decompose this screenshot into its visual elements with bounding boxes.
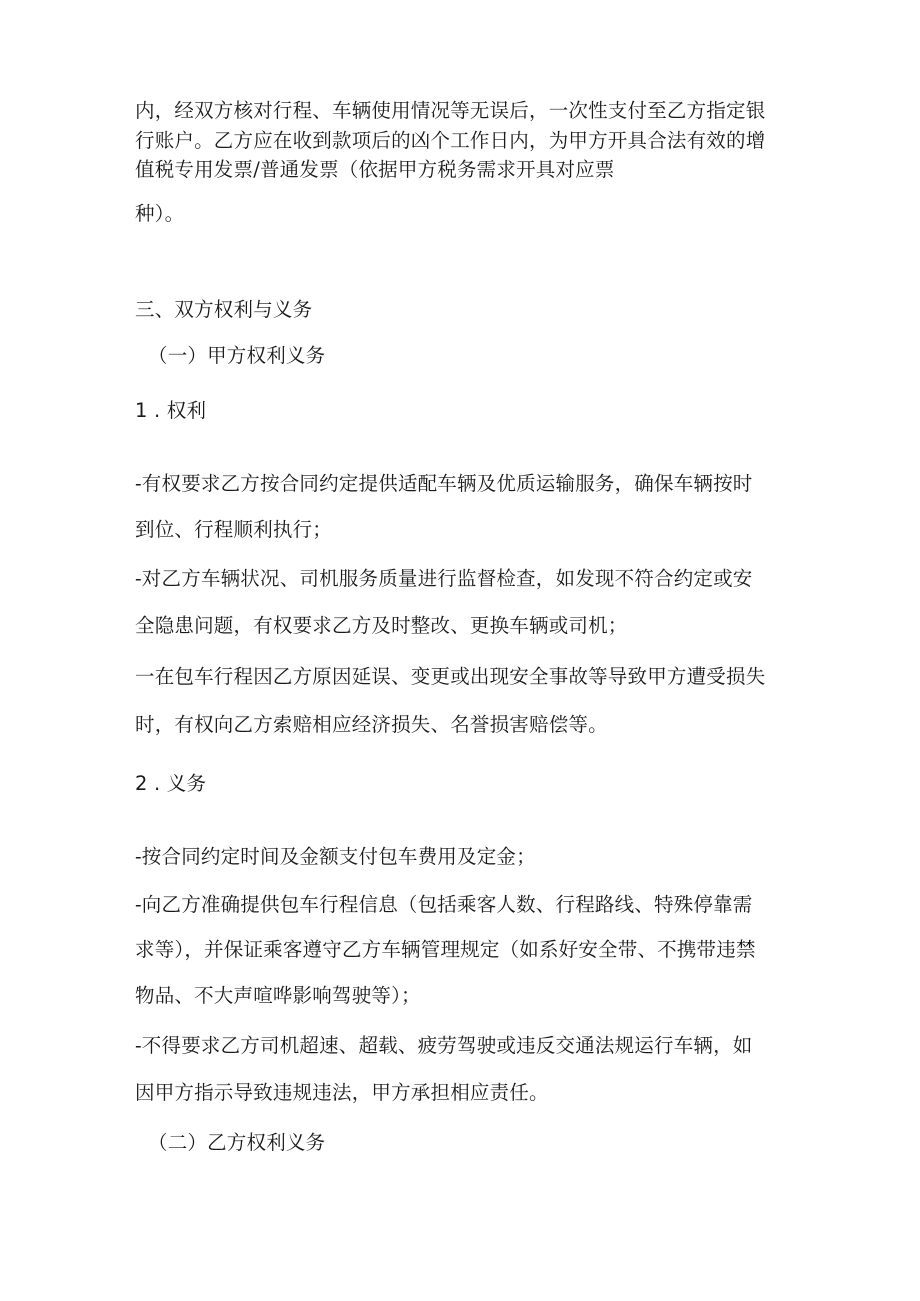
- payment-paragraph-line: 内，经双方核对行程、车辆使用情况等无误后，一次性支付至乙方指定银: [135, 99, 766, 122]
- party-b-heading: （二）乙方权利义务: [148, 1131, 326, 1154]
- section-title: 三、双方权利与义务: [135, 298, 313, 321]
- rights-line: -对乙方车辆状况、司机服务质量进行监督检查，如发现不符合约定或安: [135, 567, 753, 590]
- rights-line: 时，有权向乙方索赔相应经济损失、名誉损害赔偿等。: [135, 713, 608, 736]
- duties-heading: 2 . 义务: [135, 772, 207, 795]
- rights-line: 到位、行程顺利执行；: [135, 518, 333, 541]
- rights-line: -有权要求乙方按合同约定提供适配车辆及优质运输服务，确保车辆按时: [135, 472, 753, 495]
- duties-line: -按合同约定时间及金额支付包车费用及定金；: [135, 845, 536, 868]
- duties-line: 物品、不大声喧哗影响驾驶等）；: [135, 984, 421, 1007]
- duties-line: -不得要求乙方司机超速、超载、疲劳驾驶或违反交通法规运行车辆，如: [135, 1034, 753, 1057]
- party-a-heading: （一）甲方权利义务: [148, 344, 326, 367]
- payment-paragraph-line: 值税专用发票/普通发票（依据甲方税务需求开具对应票: [135, 158, 615, 181]
- rights-line: 全隐患问题，有权要求乙方及时整改、更换车辆或司机；: [135, 614, 628, 637]
- duties-line: 因甲方指示导致违规违法，甲方承担相应责任。: [135, 1081, 549, 1104]
- rights-heading: 1 . 权利: [135, 399, 207, 422]
- payment-paragraph-line: 行账户。乙方应在收到款项后的凶个工作日内，为甲方开具合法有效的增: [135, 129, 766, 152]
- rights-line: 一在包车行程因乙方原因延误、变更或出现安全事故等导致甲方遭受损失: [135, 665, 766, 688]
- payment-paragraph-line: 种）。: [135, 202, 185, 225]
- duties-line: -向乙方准确提供包车行程信息（包括乘客人数、行程路线、特殊停靠需: [135, 893, 753, 916]
- duties-line: 求等），并保证乘客遵守乙方车辆管理规定（如系好安全带、不携带违禁: [135, 938, 756, 961]
